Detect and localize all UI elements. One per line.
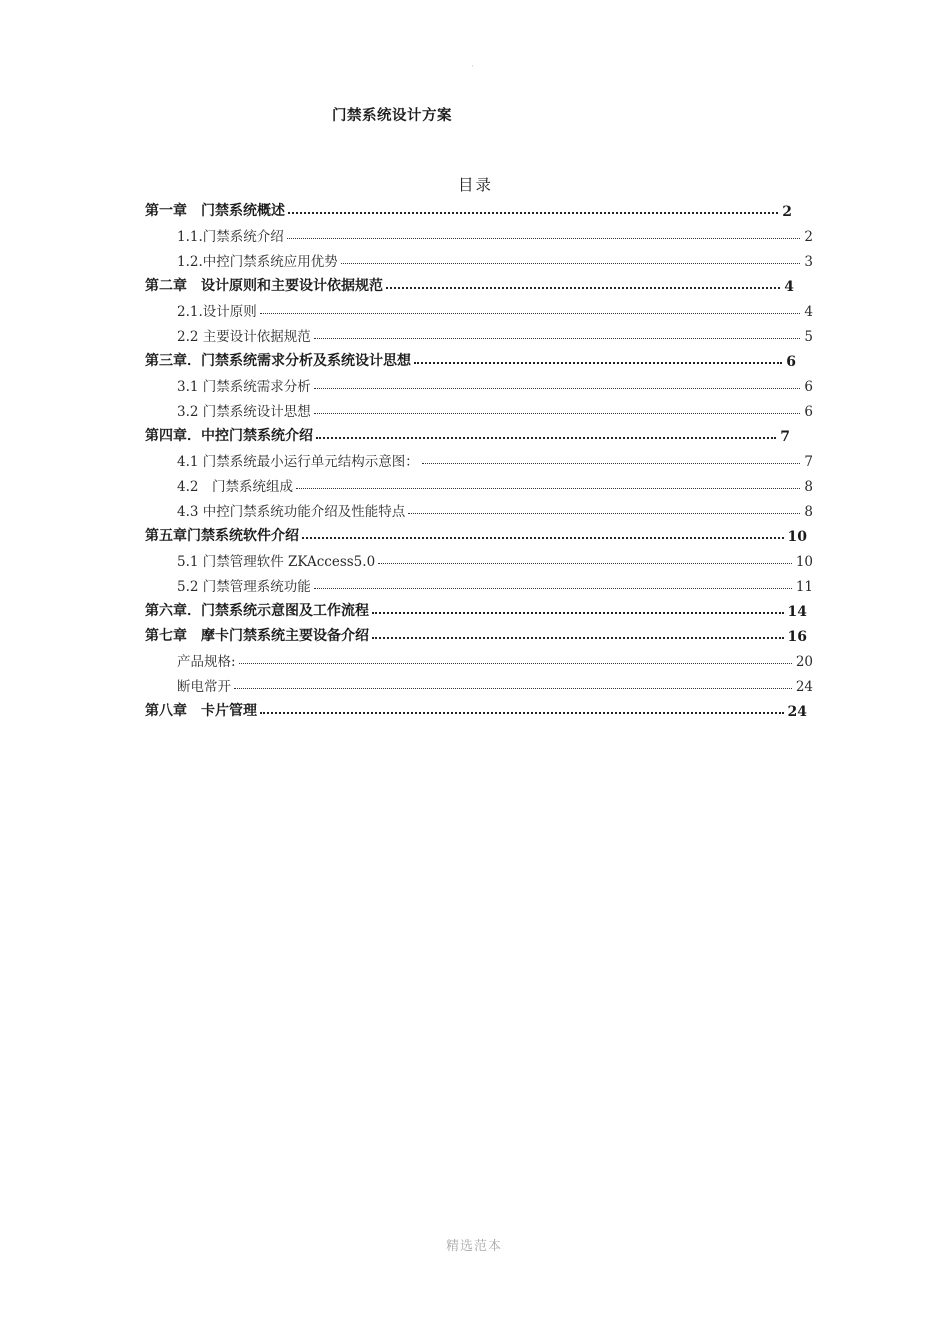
toc-chapter-entry[interactable] [145, 198, 792, 220]
toc-dot-leader [408, 513, 800, 514]
toc-entry-label: 第四章．中控门禁系统介绍 [145, 428, 313, 444]
toc-entry-label: 产品规格: [177, 654, 236, 670]
toc-section-entry[interactable] [177, 498, 813, 520]
toc-entry-page-number: 8 [804, 479, 813, 495]
toc-entry-label: 第八章 卡片管理 [145, 703, 257, 719]
toc-entry-label: 5.1 门禁管理软件 ZKAccess5.0 [177, 554, 376, 570]
toc-entry-label: 4.2 门禁系统组成 [177, 479, 293, 495]
toc-entry-page-number: 24 [787, 704, 807, 720]
toc-section-entry[interactable] [177, 373, 813, 395]
toc-entry-label: 1.1.门禁系统介绍 [177, 229, 284, 245]
toc-entry-label: 4.3 中控门禁系统功能介绍及性能特点 [177, 504, 406, 520]
toc-section-entry[interactable] [177, 473, 813, 495]
toc-entry-label: 2.2 主要设计依据规范 [177, 329, 311, 345]
toc-dot-leader [386, 287, 780, 289]
toc-dot-leader [341, 263, 801, 264]
toc-dot-leader [372, 612, 784, 614]
toc-section-entry[interactable] [177, 673, 813, 695]
toc-entry-page-number: 5 [804, 329, 813, 345]
toc-section-entry[interactable] [177, 323, 813, 345]
toc-entry-label: 第六章．门禁系统示意图及工作流程 [145, 603, 369, 619]
toc-entry-label: 1.2.中控门禁系统应用优势 [177, 254, 338, 270]
toc-dot-leader [296, 488, 800, 489]
toc-dot-leader [260, 712, 784, 714]
toc-entry-page-number: 10 [795, 554, 813, 570]
toc-dot-leader [287, 238, 801, 239]
toc-section-entry[interactable] [177, 223, 813, 245]
toc-entry-page-number: 11 [795, 579, 813, 595]
toc-dot-leader [314, 338, 801, 339]
toc-entry-label: 断电常开 [177, 679, 231, 695]
toc-entry-label: 第七章 摩卡门禁系统主要设备介绍 [145, 628, 369, 644]
toc-section-entry[interactable] [177, 248, 813, 270]
toc-section-entry[interactable] [177, 448, 813, 470]
toc-chapter-entry[interactable] [145, 273, 794, 295]
toc-entry-page-number: 6 [786, 354, 796, 370]
toc-entry-page-number: 20 [795, 654, 813, 670]
toc-entry-label: 5.2 门禁管理系统功能 [177, 579, 311, 595]
toc-entry-page-number: 16 [787, 629, 807, 645]
toc-dot-leader [260, 313, 801, 314]
toc-entry-page-number: 7 [780, 429, 790, 445]
toc-entry-label: 第二章 设计原则和主要设计依据规范 [145, 278, 383, 294]
toc-entry-page-number: 2 [804, 229, 813, 245]
toc-entry-page-number: 4 [804, 304, 813, 320]
toc-entry-label: 4.1 门禁系统最小运行单元结构示意图： [177, 454, 419, 470]
toc-dot-leader [422, 463, 801, 464]
toc-entry-page-number: 6 [804, 379, 813, 395]
toc-dot-leader [234, 688, 792, 689]
toc-entry-label: 2.1.设计原则 [177, 304, 257, 320]
toc-dot-leader [372, 637, 784, 639]
toc-dot-leader [302, 537, 784, 539]
toc-chapter-entry[interactable] [145, 623, 807, 645]
toc-section-entry[interactable] [177, 298, 813, 320]
toc-entry-label: 3.2 门禁系统设计思想 [177, 404, 311, 420]
toc-dot-leader [239, 663, 792, 664]
toc-dot-leader [314, 388, 801, 389]
toc-chapter-entry[interactable] [145, 598, 807, 620]
page-footer: 精选范本 [446, 1239, 503, 1254]
toc-entry-page-number: 8 [804, 504, 813, 520]
toc-section-entry[interactable] [177, 398, 813, 420]
toc-entry-page-number: 7 [804, 454, 813, 470]
toc-section-entry[interactable] [177, 548, 813, 570]
document-title: 门禁系统设计方案 [332, 108, 452, 124]
toc-section-entry[interactable] [177, 648, 813, 670]
toc-chapter-entry[interactable] [145, 523, 807, 545]
header-mark: · [471, 62, 474, 72]
toc-section-entry[interactable] [177, 573, 813, 595]
toc-dot-leader [414, 362, 782, 364]
toc-entry-page-number: 3 [804, 254, 813, 270]
toc-entry-page-number: 24 [795, 679, 813, 695]
toc-dot-leader [378, 563, 792, 564]
toc-entry-page-number: 10 [787, 529, 807, 545]
toc-entry-label: 第五章门禁系统软件介绍 [145, 528, 299, 544]
toc-dot-leader [314, 588, 792, 589]
toc-entry-page-number: 6 [804, 404, 813, 420]
toc-heading: 目录 [458, 176, 494, 194]
toc-dot-leader [314, 413, 801, 414]
toc-chapter-entry[interactable] [145, 698, 807, 720]
toc-entry-label: 第一章 门禁系统概述 [145, 203, 285, 219]
toc-entry-page-number: 2 [782, 204, 792, 220]
toc-chapter-entry[interactable] [145, 348, 796, 370]
toc-entry-label: 3.1 门禁系统需求分析 [177, 379, 311, 395]
toc-entry-page-number: 4 [784, 279, 794, 295]
toc-chapter-entry[interactable] [145, 423, 790, 445]
toc-dot-leader [288, 212, 778, 214]
toc-entry-label: 第三章．门禁系统需求分析及系统设计思想 [145, 353, 411, 369]
toc-dot-leader [316, 437, 776, 439]
toc-entry-page-number: 14 [787, 604, 807, 620]
